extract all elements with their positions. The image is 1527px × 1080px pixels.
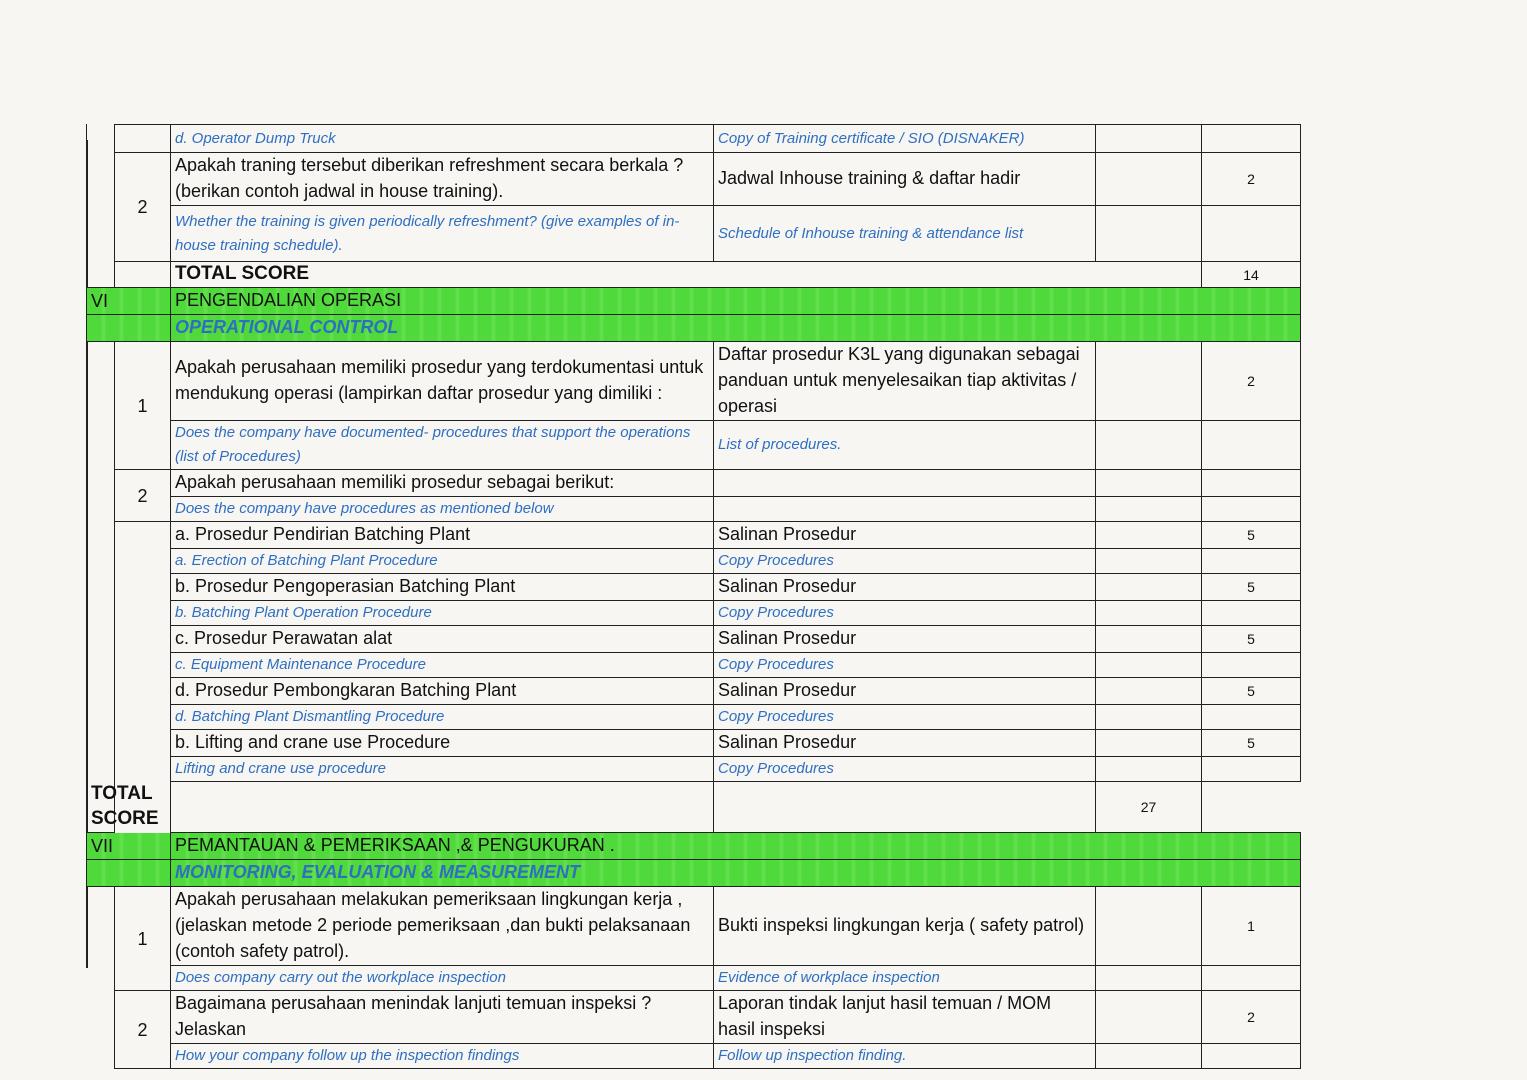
table-row xyxy=(87,1044,1301,1069)
table-row xyxy=(87,522,1301,549)
question-number: 2 xyxy=(115,470,171,522)
section-title-en: MONITORING, EVALUATION & MEASUREMENT xyxy=(175,862,580,882)
question-text-en: Does the company have procedures as mentioned below xyxy=(175,500,554,517)
section-number: VII xyxy=(87,833,171,860)
evidence-text-en: Schedule of Inhouse training & attendance list xyxy=(718,224,1024,242)
question-text: Apakah perusahaan melakukan pemeriksaan lingkungan kerja , (jelaskan metode 2 periode pemeriksaan ,dan bukti pelaksanaan (contoh safety patrol). xyxy=(175,889,691,961)
table-row xyxy=(87,206,1301,262)
evidence-text: Daftar prosedur K3L yang digunakan sebagai panduan untuk menyelesaikan tiap aktivitas / operasi xyxy=(718,344,1080,416)
table-row xyxy=(87,705,1301,730)
table-row xyxy=(87,497,1301,522)
procedure-text-en: c. Equipment Maintenance Procedure xyxy=(175,656,426,673)
evidence-text: Salinan Prosedur xyxy=(718,628,857,648)
question-text: Apakah traning tersebut diberikan refreshment secara berkala ? (berikan contoh jadwal in house training). xyxy=(175,155,684,201)
audit-sheet xyxy=(86,124,1300,1069)
table-row xyxy=(87,653,1301,678)
question-text: Apakah perusahaan memiliki prosedur yang terdokumentasi untuk mendukung operasi (lampirkan daftar prosedur yang dimiliki : xyxy=(175,357,704,403)
section-header-row xyxy=(87,315,1301,342)
evidence-text: Jadwal Inhouse training & daftar hadir xyxy=(718,168,1021,188)
procedure-text: b. Lifting and crane use Procedure xyxy=(175,732,451,752)
table-row xyxy=(87,574,1301,601)
total-score-label: TOTAL SCORE xyxy=(175,263,310,284)
audit-table xyxy=(86,124,1301,1069)
total-score-value: 14 xyxy=(1202,262,1301,288)
evidence-text-en: Follow up inspection finding. xyxy=(718,1047,907,1064)
table-row xyxy=(87,601,1301,626)
section-title: PENGENDALIAN OPERASI xyxy=(175,290,402,310)
procedure-text: a. Prosedur Pendirian Batching Plant xyxy=(175,524,471,544)
table-row xyxy=(87,549,1301,574)
total-score-value: 27 xyxy=(1096,782,1202,833)
evidence-text-en: Copy of Training certificate / SIO (DISNAKER) xyxy=(718,129,1025,147)
table-row xyxy=(87,887,1301,966)
question-text-en: How your company follow up the inspection findings xyxy=(175,1047,520,1064)
question-number: 1 xyxy=(115,342,171,470)
question-number: 2 xyxy=(115,153,171,262)
score-cell: 1 xyxy=(1202,887,1301,966)
evidence-text-en: Copy Procedures xyxy=(718,760,834,777)
evidence-text: Salinan Prosedur xyxy=(718,732,857,752)
evidence-text: Salinan Prosedur xyxy=(718,680,857,700)
procedure-text: c. Prosedur Perawatan alat xyxy=(175,628,393,648)
evidence-text-en: Copy Procedures xyxy=(718,552,834,569)
evidence-text-en: Copy Procedures xyxy=(718,604,834,621)
procedure-text-en: d. Batching Plant Dismantling Procedure xyxy=(175,708,445,725)
question-number: 2 xyxy=(115,991,171,1069)
table-row xyxy=(87,757,1301,782)
table-row xyxy=(87,730,1301,757)
procedure-text: d. Prosedur Pembongkaran Batching Plant xyxy=(175,680,517,700)
evidence-text: Bukti inspeksi lingkungan kerja ( safety patrol) xyxy=(718,915,1085,935)
score-cell: 5 xyxy=(1202,574,1301,601)
table-row xyxy=(87,153,1301,206)
evidence-text: Laporan tindak lanjut hasil temuan / MOM hasil inspeksi xyxy=(718,993,1052,1039)
evidence-text: Salinan Prosedur xyxy=(718,524,857,544)
section-title-en: OPERATIONAL CONTROL xyxy=(175,317,399,337)
table-row xyxy=(87,782,1301,833)
score-cell: 2 xyxy=(1202,342,1301,421)
table-row xyxy=(87,421,1301,470)
evidence-text: Salinan Prosedur xyxy=(718,576,857,596)
question-number: 1 xyxy=(115,887,171,991)
section-header-row xyxy=(87,860,1301,887)
table-row xyxy=(87,991,1301,1044)
section-header-row xyxy=(87,288,1301,315)
question-text-en: Does company carry out the workplace inspection xyxy=(175,969,506,986)
section-number: VI xyxy=(87,288,171,315)
evidence-text-en: Copy Procedures xyxy=(718,656,834,673)
table-row xyxy=(87,678,1301,705)
item-text-en: d. Operator Dump Truck xyxy=(175,129,336,147)
score-cell: 5 xyxy=(1202,626,1301,653)
table-row xyxy=(87,262,1301,288)
procedure-text-en: Lifting and crane use procedure xyxy=(175,760,386,777)
evidence-text-en: List of procedures. xyxy=(718,436,842,453)
evidence-text-en: Evidence of workplace inspection xyxy=(718,969,940,986)
question-text: Apakah perusahaan memiliki prosedur sebagai berikut: xyxy=(175,472,615,492)
total-score-label: TOTAL SCORE xyxy=(91,783,159,829)
section-title: PEMANTAUAN & PEMERIKSAAN ,& PENGUKURAN . xyxy=(175,835,615,855)
score-cell: 2 xyxy=(1202,153,1301,206)
question-text-en: Does the company have documented- procedures that support the operations (list of Procedures) xyxy=(175,424,691,465)
table-row xyxy=(87,125,1301,153)
score-cell: 5 xyxy=(1202,522,1301,549)
score-cell: 5 xyxy=(1202,730,1301,757)
section-header-row xyxy=(87,833,1301,860)
table-row xyxy=(87,342,1301,421)
table-row xyxy=(87,966,1301,991)
evidence-text-en: Copy Procedures xyxy=(718,708,834,725)
score-cell: 5 xyxy=(1202,678,1301,705)
question-text-en: Whether the training is given periodically refreshment? (give examples of in-house training schedule). xyxy=(175,212,680,254)
table-row xyxy=(87,470,1301,497)
procedure-text: b. Prosedur Pengoperasian Batching Plant xyxy=(175,576,516,596)
score-cell: 2 xyxy=(1202,991,1301,1044)
procedure-text-en: b. Batching Plant Operation Procedure xyxy=(175,604,432,621)
procedure-text-en: a. Erection of Batching Plant Procedure xyxy=(175,552,438,569)
question-text: Bagaimana perusahaan menindak lanjuti temuan inspeksi ? Jelaskan xyxy=(175,993,652,1039)
table-row xyxy=(87,626,1301,653)
